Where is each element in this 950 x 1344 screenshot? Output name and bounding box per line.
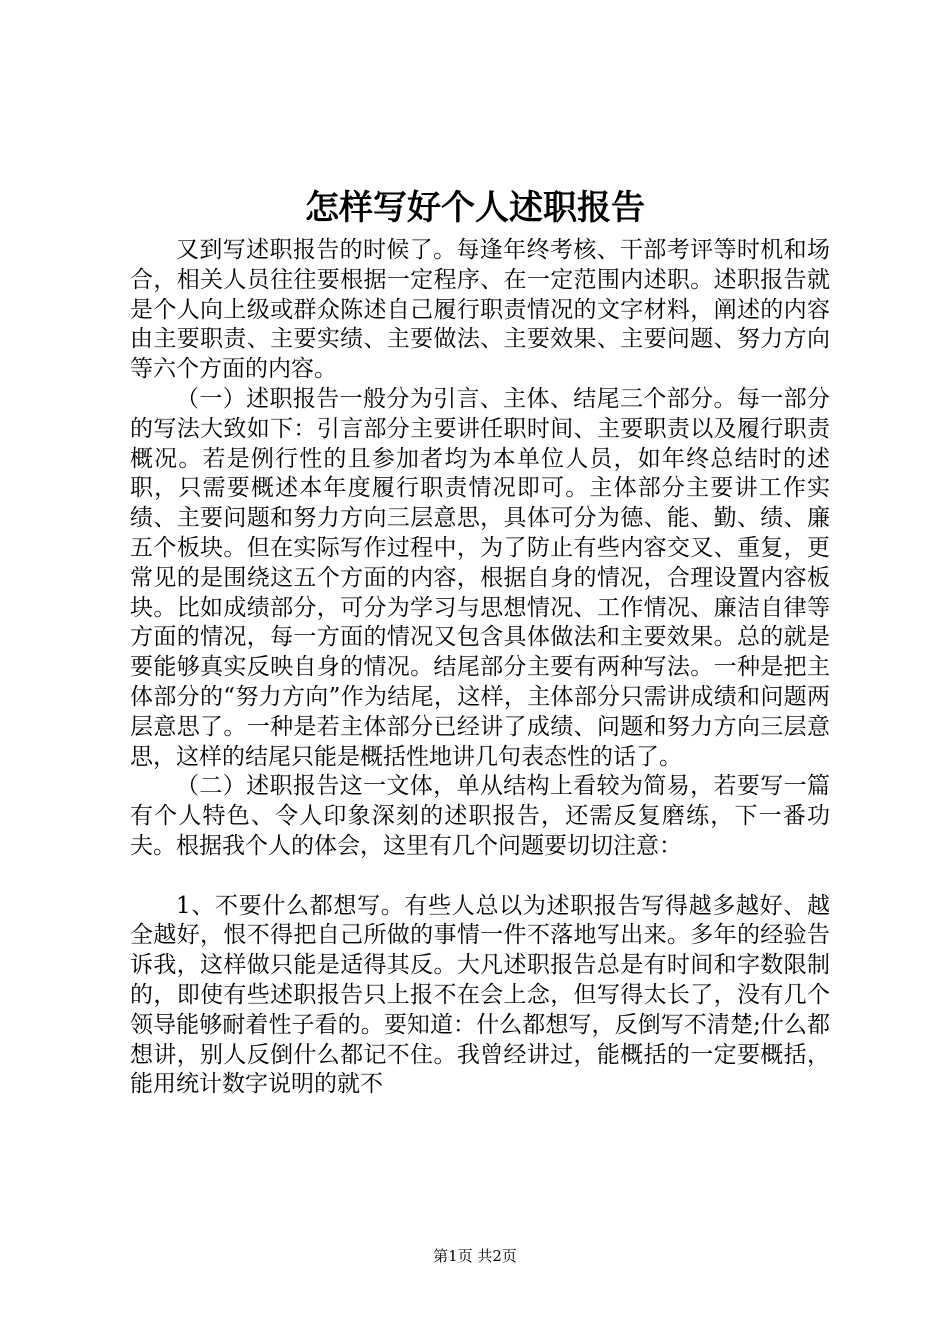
document-title: 怎样写好个人述职报告 <box>305 188 645 228</box>
page-number-footer: 第1页 共2页 <box>433 1247 517 1265</box>
paragraph-intro: 又到写述职报告的时候了。每逢年终考核、干部考评等时机和场合，相关人员往往要根据一定程序、在一定范围内述职。述职报告就是个人向上级或群众陈述自己履行职责情况的文字材料，阐述的内容由主要职责、主要实绩、主要做法、主要效果、主要问题、努力方向等六个方面的内容。 <box>130 237 830 383</box>
paragraph-notes: （二）述职报告这一文体，单从结构上看较为简易，若要写一篇有个人特色、令人印象深刻的述职报告，还需反复磨练，下一番功夫。根据我个人的体会，这里有几个问题要切切注意： <box>130 773 830 859</box>
document-body <box>130 236 830 1100</box>
paragraph-structure: （一）述职报告一般分为引言、主体、结尾三个部分。每一部分的写法大致如下：引言部分主要讲任职时间、主要职责以及履行职责概况。若是例行性的且参加者均为本单位人员，如年终总结时的述职，只需要概述本年度履行职责情况即可。主体部分主要讲工作实绩、主要问题和努力方向三层意思，具体可分为德、能、勤、绩、廉五个板块。但在实际写作过程中，为了防止有些内容交叉、重复，更常见的是围绕这五个方面的内容，根据自身的情况，合理设置内容板块。比如成绩部分，可分为学习与思想情况、工作情况、廉洁自律等方面的情况，每一方面的情况又包含具体做法和主要效果。总的就是要能够真实反映自身的情况。结尾部分主要有两种写法。一种是把主体部分的“努力方向”作为结尾，这样，主体部分只需讲成绩和问题两层意思了。一种是若主体部分已经讲了成绩、问题和努力方向三层意思，这样的结尾只能是概括性地讲几句表态性的话了。 <box>130 385 830 770</box>
paragraph-point-1: 1、不要什么都想写。有些人总以为述职报告写得越多越好、越全越好，恨不得把自己所做的事情一件不落地写出来。多年的经验告诉我，这样做只能是适得其反。大凡述职报告总是有时间和字数限制的，即使有些述职报告只上报不在会上念，但写得太长了，没有几个领导能够耐着性子看的。要知道：什么都想写，反倒写不清楚;什么都想讲，别人反倒什么都记不住。我曾经讲过，能概括的一定要概括，能用统计数字说明的就不 <box>130 892 830 1098</box>
